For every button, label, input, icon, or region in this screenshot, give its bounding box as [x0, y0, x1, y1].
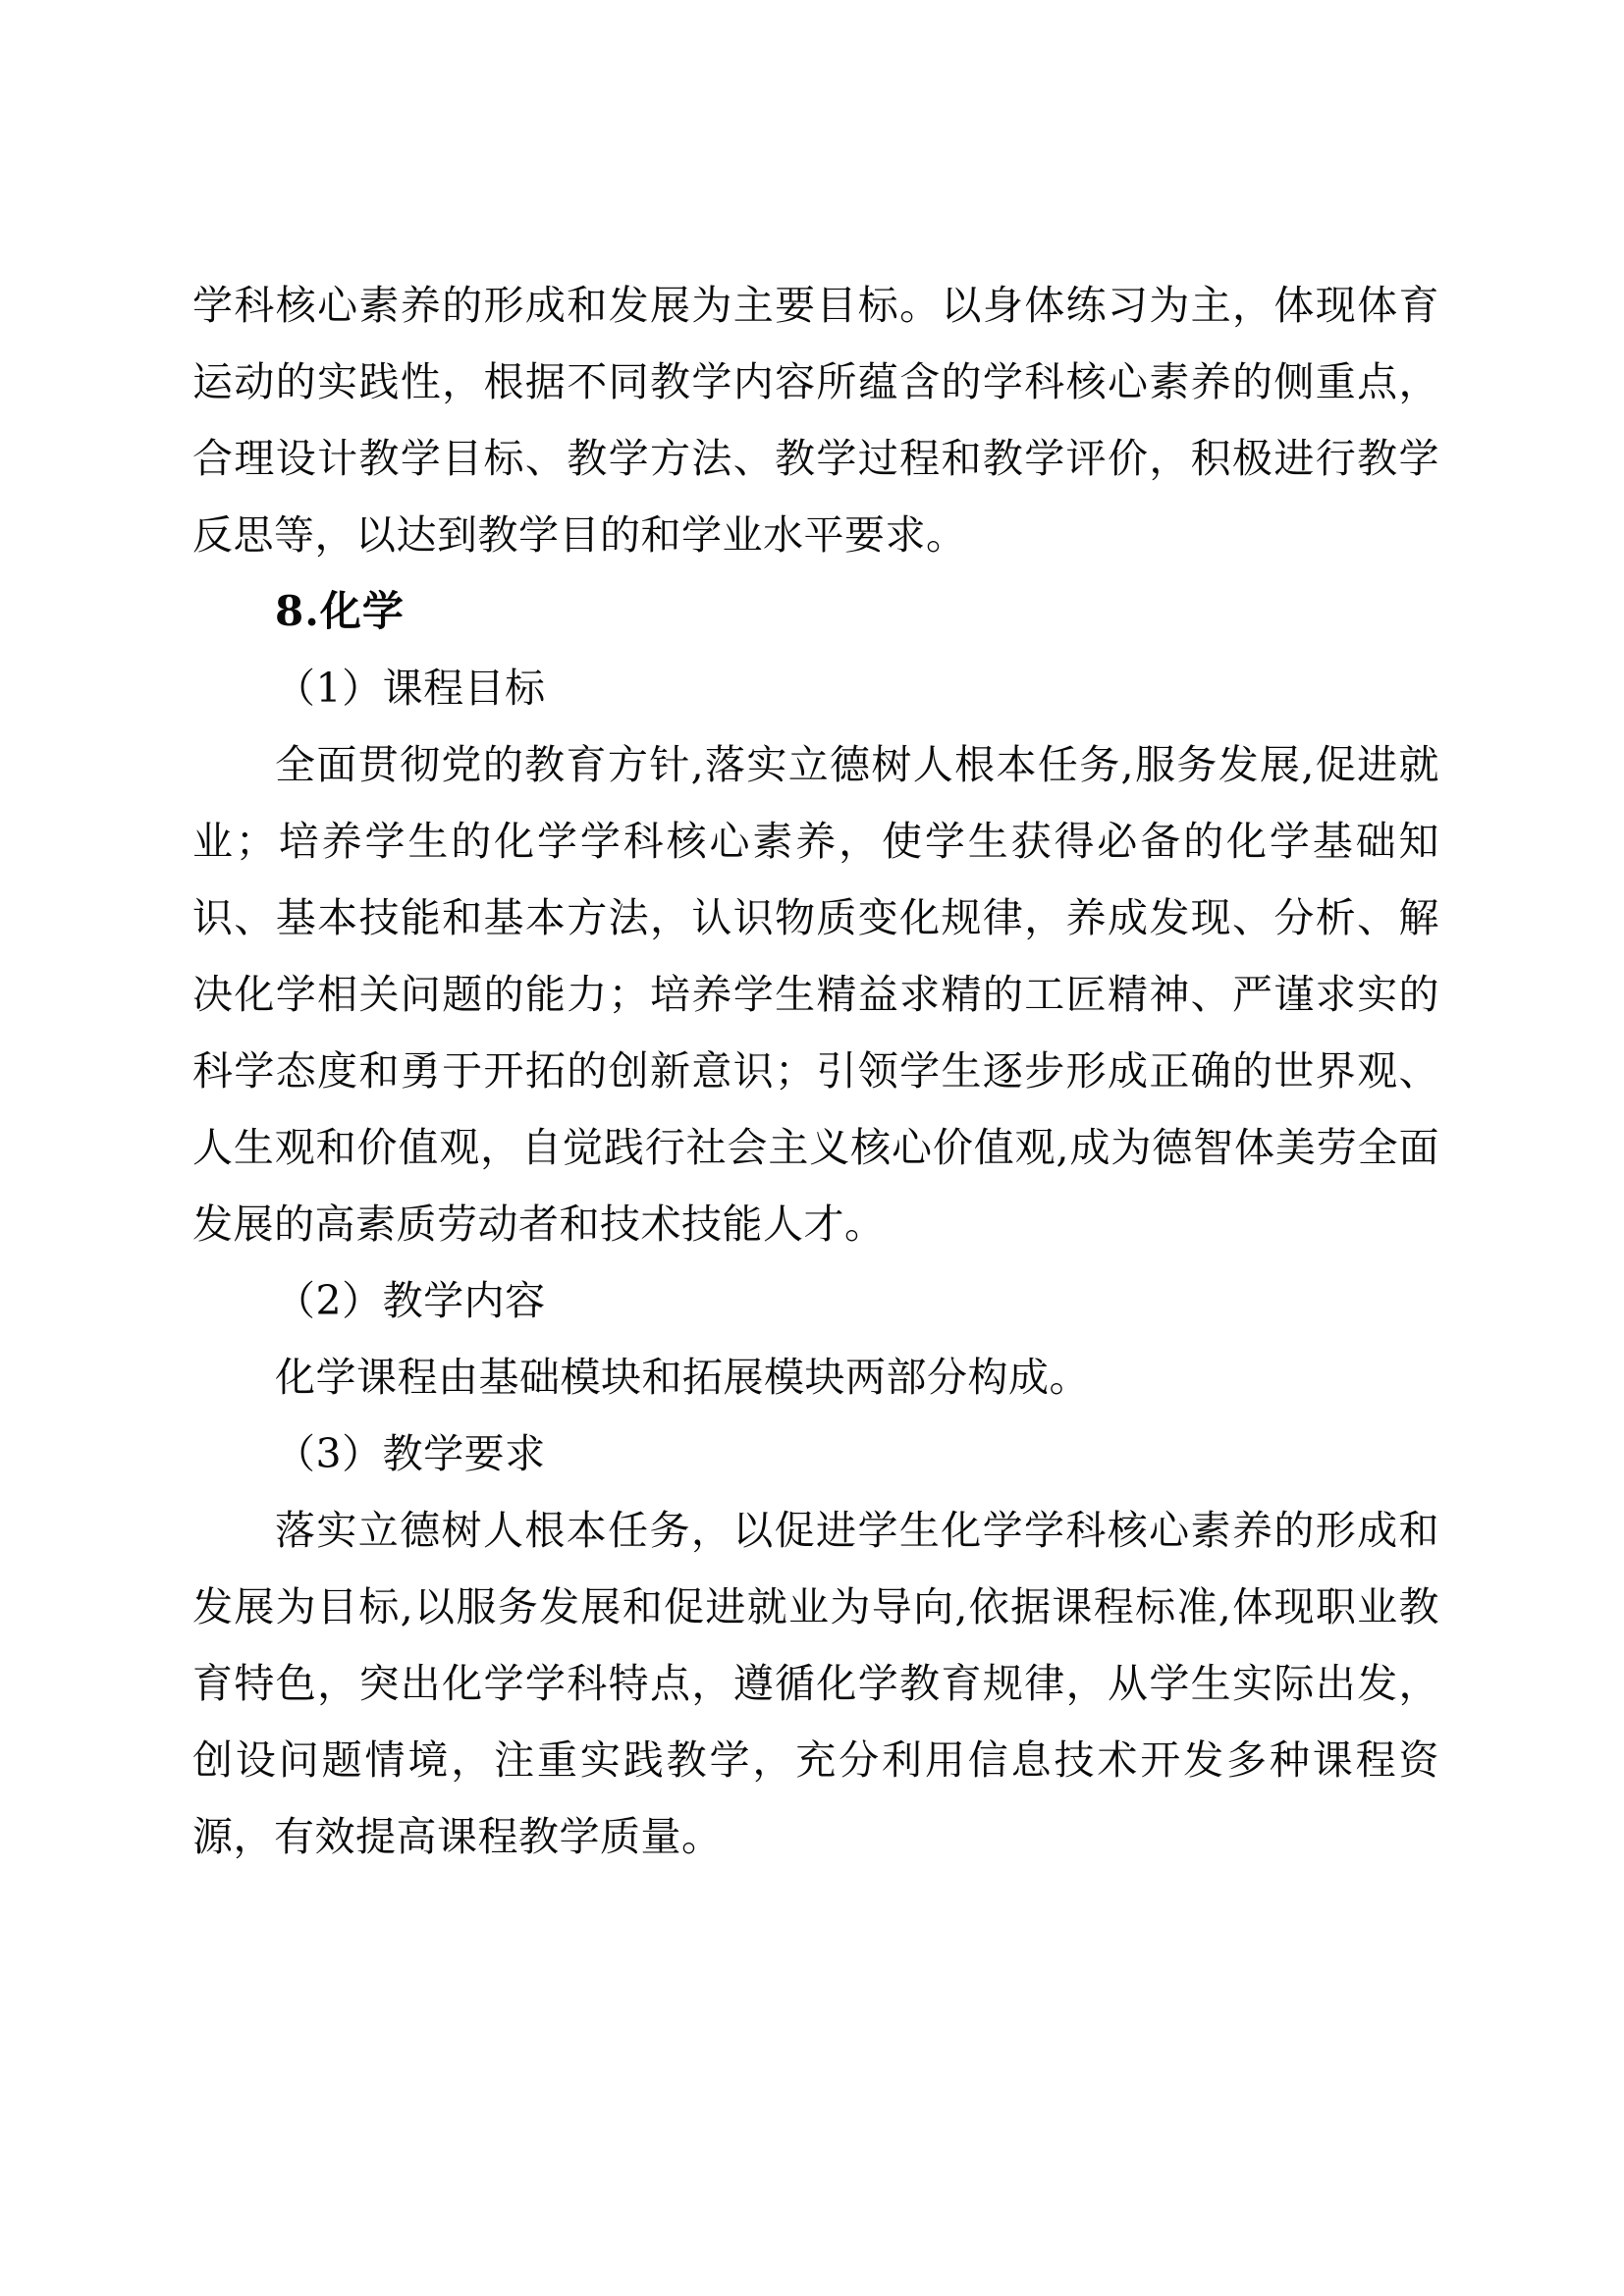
- paragraph-physical-education-continued: 学科核心素养的形成和发展为主要目标。以身体练习为主，体现体育运动的实践性，根据不同教学内容所蕴含的学科核心素养的侧重点，合理设计教学目标、教学方法、教学过程和教学评价，积极进行教学反思等，以达到教学目的和学业水平要求。: [192, 282, 1439, 559]
- paragraph-teaching-content: 化学课程由基础模块和拓展模块两部分构成。: [275, 1354, 1090, 1401]
- subheading-teaching-content: （2）教学内容: [275, 1277, 546, 1324]
- page-content: [192, 267, 1439, 1875]
- paragraph-course-objectives: 全面贯彻党的教育方针,落实立德树人根本任务,服务发展,促进就业；培养学生的化学学科核心素养，使学生获得必备的化学基础知识、基本技能和基本方法，认识物质变化规律，养成发现、分析、解决化学相关问题的能力；培养学生精益求精的工匠精神、严谨求实的科学态度和勇于开拓的创新意识；引领学生逐步形成正确的世界观、人生观和价值观，自觉践行社会主义核心价值观,成为德智体美劳全面发展的高素质劳动者和技术技能人才。: [192, 741, 1439, 1248]
- subheading-teaching-requirements: （3）教学要求: [275, 1430, 546, 1477]
- subheading-course-objectives: （1）课程目标: [275, 665, 546, 712]
- heading-chemistry: 8.化学: [275, 587, 405, 635]
- paragraph-teaching-requirements: 落实立德树人根本任务，以促进学生化学学科核心素养的形成和发展为目标,以服务发展和促进就业为导向,依据课程标准,体现职业教育特色，突出化学学科特点，遵循化学教育规律，从学生实际出发，创设问题情境，注重实践教学，充分利用信息技术开发多种课程资源，有效提高课程教学质量。: [192, 1507, 1439, 1860]
